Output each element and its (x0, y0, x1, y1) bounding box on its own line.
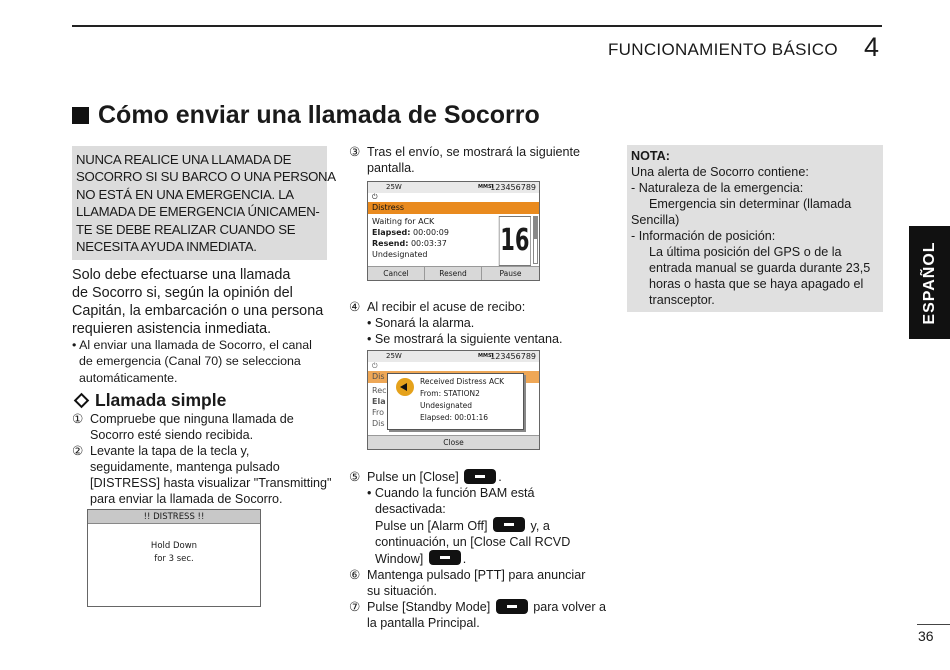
header-rule (72, 25, 882, 27)
warning-line: NO ESTÁ EN UNA EMERGENCIA. LA (76, 186, 294, 202)
softkey-button-icon (496, 599, 528, 614)
page-title-text: Cómo enviar una llamada de Socorro (98, 101, 540, 129)
step-text: seguidamente, mantenga pulsado (90, 460, 280, 474)
softkey-button-icon (464, 469, 496, 484)
step-text-row (349, 550, 606, 567)
intro-note (72, 337, 312, 386)
step-text: desactivada: (375, 502, 446, 516)
step-text: Pulse un [Alarm Off] (375, 519, 488, 533)
note-line: - Naturaleza de la emergencia: (631, 181, 804, 195)
subheading (72, 390, 226, 411)
step-text: Compruebe que ninguna llamada de (90, 412, 294, 426)
elapsed-value: 00:00:09 (413, 228, 449, 237)
screen-line: Hold Down (150, 541, 198, 551)
screen-line: Ela (372, 397, 386, 406)
popup-line: Elapsed: 00:01:16 (420, 413, 489, 422)
plug-icon: ⏻ (372, 363, 378, 370)
step-text: la pantalla Principal. (367, 616, 480, 630)
screen-line: Undesignated (372, 250, 428, 259)
mmsi-label: MMSI (478, 184, 494, 190)
step-text: Socorro esté siendo recibida. (90, 428, 254, 442)
warning-line: LLAMADA DE EMERGENCIA ÚNICAMEN- (76, 204, 320, 220)
intro-line: Capitán, la embarcación o una persona (72, 303, 324, 319)
channel-number: 16 (499, 216, 531, 266)
step-bullet: • Se mostrará la siguiente ventana. (367, 332, 563, 346)
step-4 (349, 299, 563, 315)
step-text: pantalla. (367, 161, 415, 175)
step-7 (349, 599, 606, 615)
note-line: Emergencia sin determinar (llamada (649, 197, 852, 211)
step-number: ② (72, 444, 84, 458)
softkey-button-icon (429, 550, 461, 565)
softkey-row (368, 266, 539, 280)
elapsed-label: Elapsed: (372, 228, 411, 237)
speaker-icon (396, 378, 414, 396)
power-level: 25W (386, 352, 402, 360)
pause-softkey[interactable]: Pause (499, 269, 522, 278)
step-number: ⑤ (349, 470, 361, 484)
note-line: Una alerta de Socorro contiene: (631, 165, 809, 179)
step-text: para volver a (533, 600, 607, 614)
note-line: - Información de posición: (631, 229, 776, 243)
intro-line: de Socorro si, según la opinión del (72, 285, 293, 301)
distress-bar: Dis (368, 371, 539, 383)
distress-bar: Distress (368, 202, 539, 214)
note-line: transceptor. (649, 293, 715, 307)
step-bullet: • Sonará la alarma. (367, 316, 475, 330)
popup-line: Received Distress ACK (420, 377, 505, 386)
step-text: [DISTRESS] hasta visualizar "Transmitting" (90, 476, 332, 490)
screen-message (88, 540, 260, 566)
screen-body (368, 214, 539, 269)
step-text: para enviar la llamada de Socorro. (90, 492, 283, 506)
note-title: NOTA: (631, 149, 670, 163)
step-text: . (462, 552, 467, 566)
step-1 (72, 411, 332, 427)
close-softkey[interactable]: Close (443, 438, 464, 447)
note-line: entrada manual se guarda durante 23,5 (649, 261, 871, 275)
step-2 (72, 443, 332, 459)
square-bullet-icon (72, 107, 89, 124)
resend-value: 00:03:37 (410, 239, 447, 248)
step-number: ③ (349, 145, 361, 159)
plug-icon: ⏻ (372, 194, 378, 201)
intro-paragraph (72, 266, 334, 338)
mmsi-number: 123456789 (490, 183, 536, 192)
screen-line: Rec (372, 386, 387, 395)
resend-softkey[interactable]: Resend (425, 267, 482, 280)
step-number: ① (72, 412, 84, 426)
screen-line: for 3 sec. (154, 554, 194, 564)
step-3-block (349, 144, 580, 176)
step-text-row (349, 517, 606, 534)
intro-line: requieren asistencia inmediata. (72, 321, 272, 337)
cancel-softkey[interactable]: Cancel (368, 267, 425, 280)
step-bullet: • Cuando la función BAM está (367, 486, 535, 500)
diamond-icon (74, 393, 90, 409)
warning-line: NUNCA REALICE UNA LLAMADA DE (76, 152, 292, 167)
screen-line: Fro (372, 408, 385, 417)
page-number-rule (917, 624, 950, 625)
step-text: y, a (530, 519, 550, 533)
warning-line: SOCORRO SI SU BARCO O UNA PERSONA (76, 169, 336, 185)
warning-line: TE SE DEBE REALIZAR CUANDO SE (76, 221, 296, 237)
step-4-block (349, 299, 563, 347)
scrollbar (533, 216, 538, 264)
step-6 (349, 567, 606, 583)
mmsi-label: MMSI (478, 353, 494, 359)
note-line: La última posición del GPS o de la (649, 245, 842, 259)
note-line: Sencilla) (631, 213, 680, 227)
step-text: su situación. (367, 584, 438, 598)
step-3 (349, 144, 580, 160)
resend-label: Resend: (372, 239, 409, 248)
softkey-button-icon (493, 517, 525, 532)
chapter-number: 4 (864, 32, 880, 62)
step-text: . (498, 470, 502, 484)
status-bar (368, 351, 539, 362)
ack-received-screen (367, 350, 540, 450)
intro-note-line: automáticamente. (79, 370, 178, 385)
screen-line: Dis (372, 419, 385, 428)
step-text: Tras el envío, se mostrará la siguiente (367, 145, 581, 159)
steps-left (72, 411, 332, 507)
intro-note-line: de emergencia (Canal 70) se selecciona (79, 354, 301, 369)
section-title: FUNCIONAMIENTO BÁSICO (608, 40, 838, 59)
popup-line: Undesignated (420, 401, 473, 410)
ack-popup (387, 373, 524, 430)
step-number: ④ (349, 300, 361, 314)
step-text: Pulse un [Close] (367, 470, 459, 484)
screen-line: Waiting for ACK (372, 217, 435, 226)
step-text: continuación, un [Close Call RCVD (375, 535, 571, 549)
steps-5-7 (349, 469, 606, 631)
language-tab-label: ESPAÑOL (920, 240, 938, 325)
distress-waiting-screen (367, 181, 540, 281)
power-level: 25W (386, 183, 402, 191)
step-5 (349, 469, 606, 485)
note-line: horas o hasta que se haya apagado el (649, 277, 864, 291)
status-bar (368, 182, 539, 193)
subheading-text: Llamada simple (95, 390, 227, 410)
mmsi-number: 123456789 (490, 352, 536, 361)
page-title (72, 101, 540, 130)
page-number: 36 (918, 628, 934, 644)
warning-line: NECESITA AYUDA INMEDIATA. (76, 239, 257, 255)
step-number: ⑦ (349, 600, 361, 614)
note-box (627, 145, 883, 312)
step-text: Al recibir el acuse de recibo: (367, 300, 526, 314)
step-text: Mantenga pulsado [PTT] para anunciar (367, 568, 586, 582)
intro-line: Solo debe efectuarse una llamada (72, 267, 291, 283)
language-tab (909, 226, 950, 339)
step-text: Levante la tapa de la tecla y, (90, 444, 250, 458)
intro-note-line: • Al enviar una llamada de Socorro, el canal (72, 338, 312, 352)
softkey-row (368, 435, 539, 449)
step-number: ⑥ (349, 568, 361, 582)
screen-title-bar: !! DISTRESS !! (88, 510, 260, 524)
hold-down-screen (87, 509, 261, 607)
step-text: Pulse [Standby Mode] (367, 600, 491, 614)
popup-line: From: STATION2 (420, 389, 480, 398)
step-text: Window] (375, 552, 424, 566)
warning-box (72, 146, 336, 260)
